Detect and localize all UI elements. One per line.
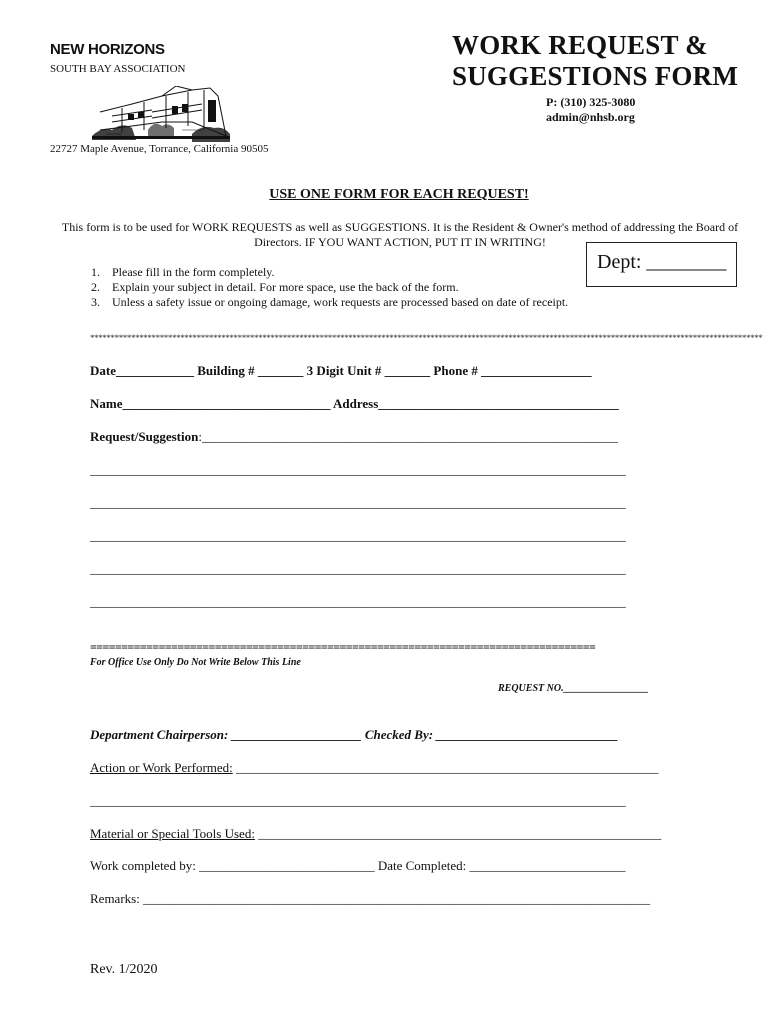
form-title-line1: WORK REQUEST & (452, 30, 708, 60)
material-row[interactable] (90, 826, 661, 842)
action-blank-line[interactable]: _____________________________________________________________________________________ (90, 793, 626, 808)
date-building-unit-phone-row[interactable]: Date____________ Building # _______ 3 Digit Unit # _______ Phone # _________________ (90, 363, 592, 378)
dept-field[interactable]: Dept: ________ (586, 242, 737, 287)
request-line[interactable]: :________________________________________________________________ (198, 429, 618, 444)
office-use-label: For Office Use Only Do Not Write Below This Line (90, 657, 301, 668)
revision-label: Rev. 1/2020 (90, 962, 158, 977)
request-blank-line[interactable]: _____________________________________________________________________________________ (90, 495, 626, 510)
action-line[interactable]: _________________________________________________________________ (232, 760, 659, 775)
material-line[interactable]: ______________________________________________________________ (254, 826, 662, 841)
remarks-row[interactable]: Remarks: ______________________________________________________________________________ (90, 891, 651, 906)
form-heading: USE ONE FORM FOR EACH REQUEST! (269, 187, 529, 202)
material-label: Material or Special Tools Used: (90, 826, 255, 841)
request-blank-line[interactable]: _____________________________________________________________________________________ (90, 462, 626, 477)
form-title-line2: SUGGESTIONS FORM (452, 61, 739, 91)
form-title (452, 30, 738, 92)
org-subtitle: SOUTH BAY ASSOCIATION (50, 63, 186, 75)
email-text: admin@nhsb.org (546, 110, 635, 124)
phone-text: P: (310) 325-3080 (546, 95, 636, 109)
intro-text: This form is to be used for WORK REQUESTS as well as SUGGESTIONS. It is the Resident & Owner's method of addressing the Board of Directors. IF YOU WANT ACTION, PUT IT IN WRITING! (61, 220, 739, 249)
completed-row[interactable]: Work completed by: ___________________________ Date Completed: ________________________ (90, 858, 626, 873)
action-label: Action or Work Performed: (90, 760, 233, 775)
list-item: 2. Explain your subject in detail. For more space, use the back of the form. (91, 280, 459, 294)
instructions-list (60, 265, 568, 310)
request-blank-line[interactable]: _____________________________________________________________________________________ (90, 528, 626, 543)
name-address-row[interactable]: Name________________________________ Address_____________________________________ (90, 396, 619, 411)
action-row[interactable] (90, 760, 659, 776)
org-name: NEW HORIZONS (50, 41, 165, 58)
request-suggestion-row[interactable] (90, 429, 618, 445)
request-number-field[interactable]: REQUEST NO._________________ (498, 683, 649, 694)
org-address: 22727 Maple Avenue, Torrance, California 90505 (50, 143, 269, 155)
contact-block (546, 95, 635, 125)
list-item: 3. Unless a safety issue or ongoing damage, work requests are processed based on date of receipt. (91, 295, 569, 309)
request-blank-line[interactable]: _____________________________________________________________________________________ (90, 594, 626, 609)
list-item: 1. Please fill in the form completely. (91, 265, 275, 279)
office-separator: ================================================================================= (90, 640, 596, 654)
request-blank-line[interactable]: _____________________________________________________________________________________ (90, 561, 626, 576)
chairperson-row[interactable]: Department Chairperson: ____________________ Checked By: ____________________________ (90, 727, 619, 742)
star-separator: ******************************************************************************************************************************************************************** (90, 333, 763, 343)
request-label: Request/Suggestion (90, 429, 199, 444)
building-logo-image (92, 86, 230, 142)
